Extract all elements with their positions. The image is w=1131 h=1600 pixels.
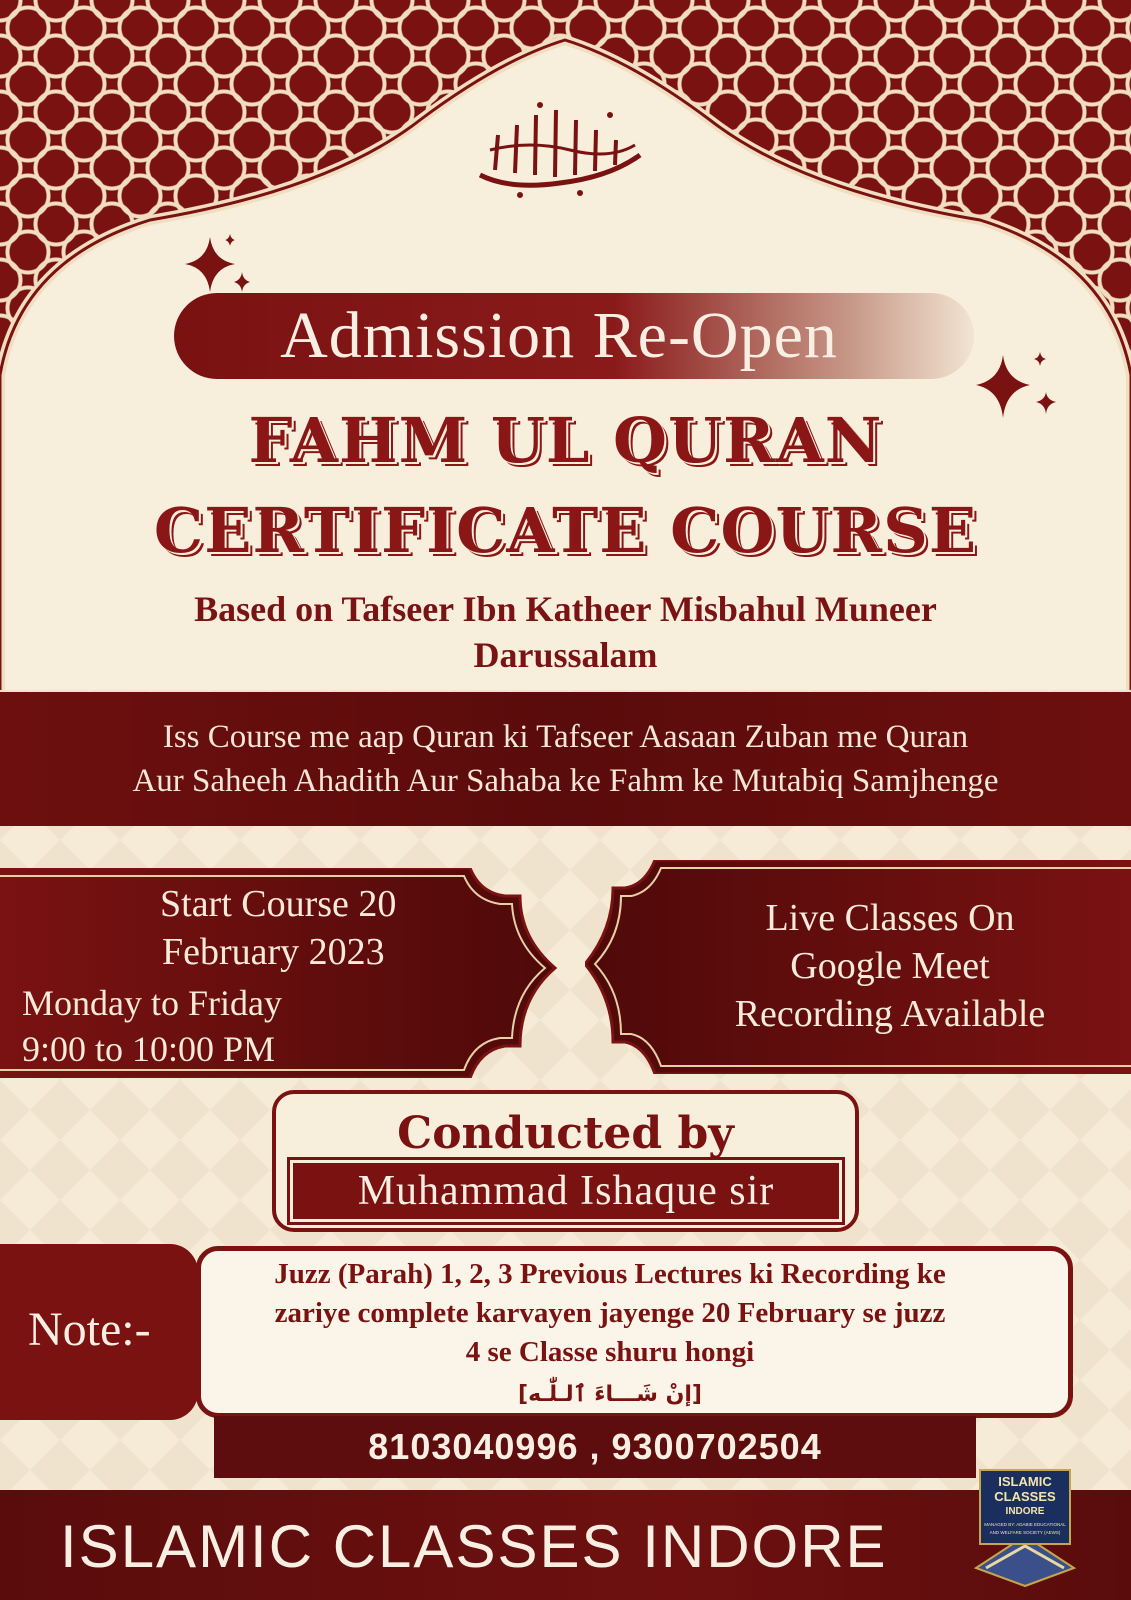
logo-sub1: MANAGED BY: ADABIE EDUCATIONAL: [984, 1522, 1066, 1527]
footer-band: [0, 1490, 1131, 1600]
note-line2: zariye complete karvayen jayenge 20 February se juzz: [274, 1297, 946, 1329]
live-line3: Recording Available: [734, 993, 1046, 1035]
live-classes-info: [660, 894, 1120, 1038]
class-timing: [22, 980, 282, 1072]
class-days: Monday to Friday: [22, 983, 282, 1023]
start-date: [160, 880, 396, 976]
course-basis: [60, 586, 1071, 678]
logo-sub2: AND WELFARE SOCIETY (AEWS): [989, 1530, 1061, 1535]
note-label: Note:-: [28, 1303, 151, 1356]
note-text: [200, 1255, 1020, 1372]
live-line2: Google Meet: [790, 945, 990, 987]
class-time: 9:00 to 10:00 PM: [22, 1029, 276, 1069]
start-date-line2: February 2023: [162, 931, 385, 973]
inshallah-text: [إنْ شَـــاءَ ٱلـلّٰـه]: [518, 1382, 702, 1407]
start-date-line1: Start Course 20: [160, 883, 397, 925]
course-title-line2: CERTIFICATE COURSE: [153, 494, 978, 567]
logo-line1: ISLAMIC: [998, 1474, 1052, 1489]
live-line1: Live Classes On: [765, 897, 1015, 939]
islamic-classes-logo: [966, 1464, 1084, 1592]
phone-numbers: 8103040996 , 9300702504: [368, 1426, 822, 1467]
bismillah-calligraphy: [470, 95, 650, 205]
description-line1: Iss Course me aap Quran ki Tafseer Aasaan Zuban me Quran: [162, 719, 969, 755]
course-title-line1: FAHM UL QURAN: [248, 404, 883, 477]
contact-bar: [214, 1416, 976, 1478]
note-line1: Juzz (Parah) 1, 2, 3 Previous Lectures ki Recording ke: [274, 1258, 946, 1290]
sparkle-icon: [180, 232, 260, 302]
note-label-panel: [0, 1244, 198, 1420]
note-line3: 4 se Classe shuru hongi: [465, 1336, 755, 1368]
instructor-name: Muhammad Ishaque sir: [290, 1160, 842, 1222]
description-band: [0, 692, 1131, 826]
admission-text: Admission Re-Open: [280, 299, 838, 372]
logo-line2: CLASSES: [994, 1489, 1056, 1504]
organization-name: ISLAMIC CLASSES INDORE: [60, 1513, 888, 1580]
description-line2: Aur Saheeh Ahadith Aur Sahaba ke Fahm ke Mutabiq Samjhenge: [132, 763, 999, 799]
conducted-by-box: [272, 1090, 859, 1232]
conducted-by-title: Conducted by: [397, 1108, 734, 1159]
admission-banner: [174, 293, 974, 379]
course-basis-line2: Darussalam: [473, 635, 658, 675]
course-basis-line1: Based on Tafseer Ibn Katheer Misbahul Muneer: [194, 589, 937, 629]
logo-line3: INDORE: [1005, 1506, 1045, 1517]
